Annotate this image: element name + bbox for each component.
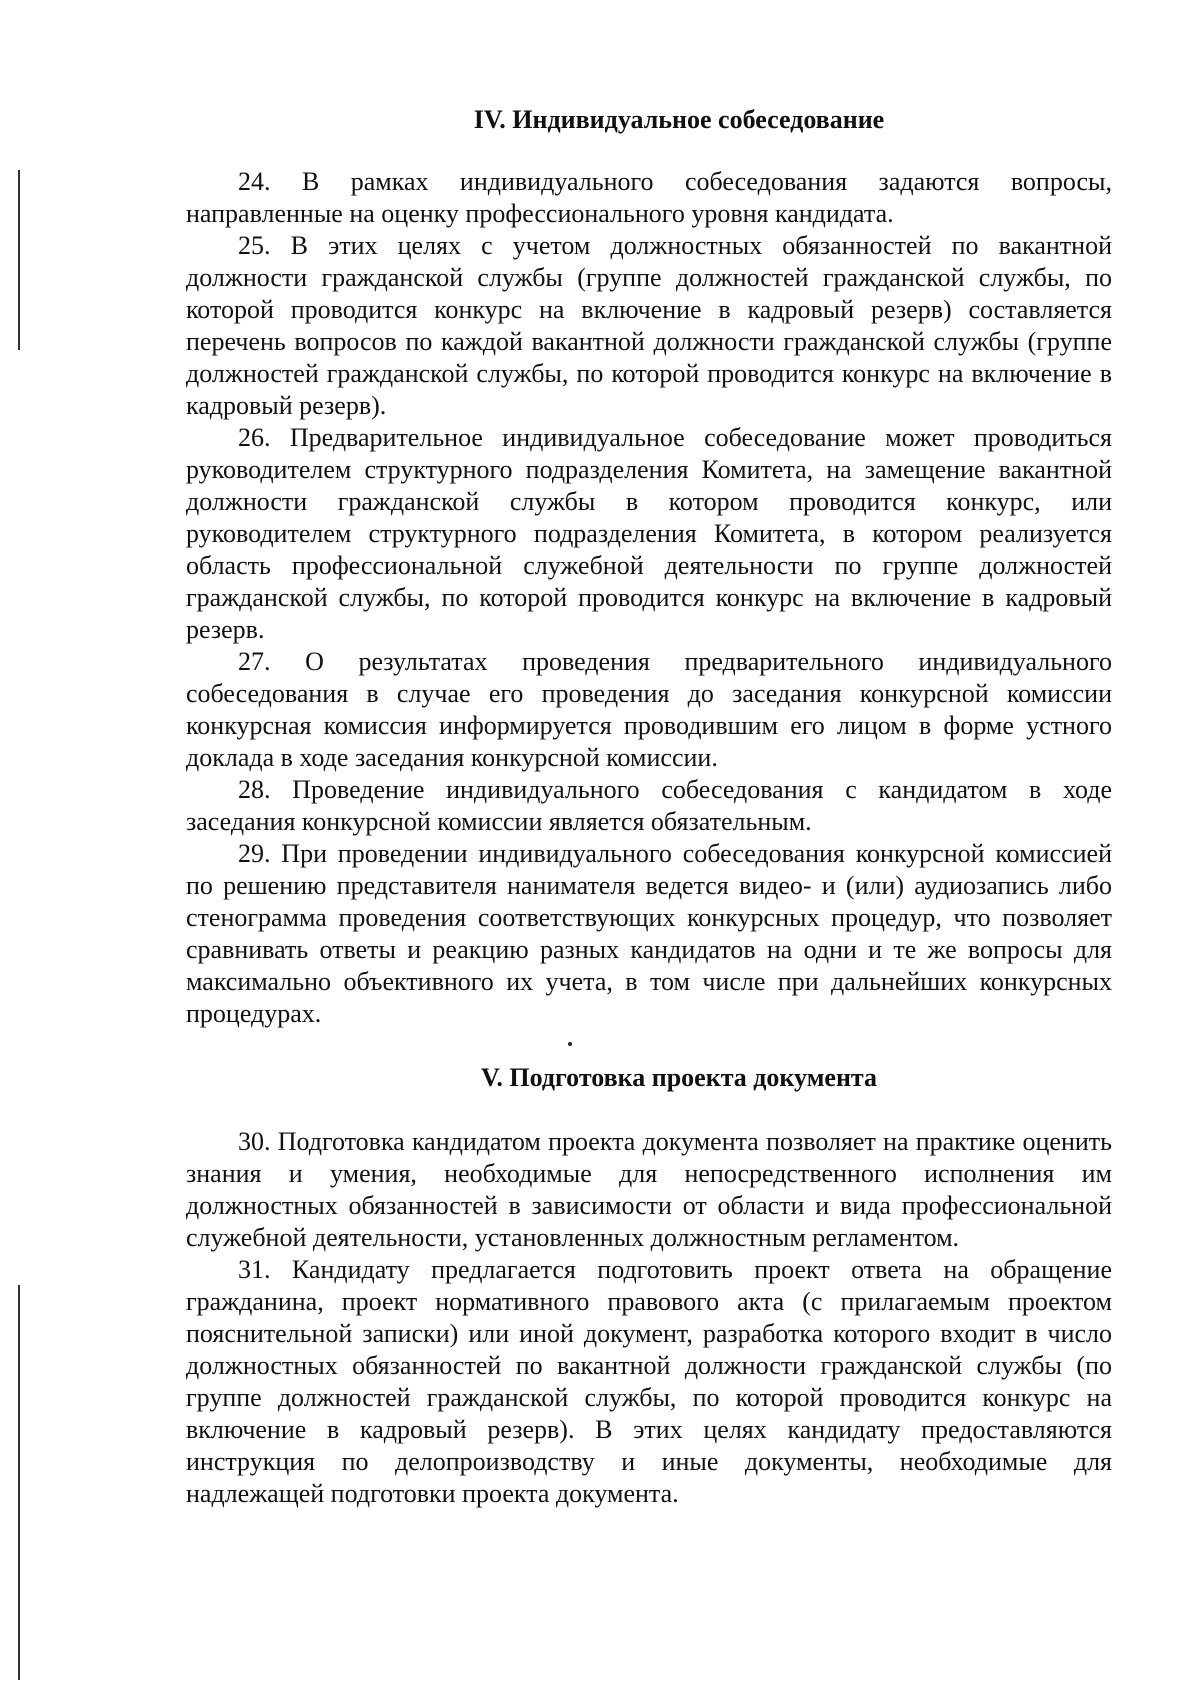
- paragraph-25: 25. В этих целях с учетом должностных обязанностей по вакантной должности гражданской службы (группе должностей гражданской службы, по которой проводится конкурс на включение в кадровый резерв) составляется перечень вопросов по каждой вакантной должности гражданской службы (группе должностей гражданской службы, по которой проводится конкурс на включение в кадровый резерв).: [186, 231, 1112, 420]
- paragraph-29: 29. При проведении индивидуального собеседования конкурсной комиссией по решению представителя нанимателя ведется видео- и (или) аудиозапись либо стенограмма проведения соответствующих конкурсных процедур, что позволяет сравнивать ответы и реакцию разных кандидатов на одни и те же вопросы для максимально объективного их учета, в том числе при дальнейших конкурсных процедурах.: [186, 839, 1112, 1028]
- paragraph-31: 31. Кандидату предлагается подготовить проект ответа на обращение гражданина, проект нормативного правового акта (с прилагаемым проектом пояснительной записки) или иной документ, разработка которого входит в число должностных обязанностей по вакантной должности гражданской службы (по группе должностей гражданской службы, по которой проводится конкурс на включение в кадровый резерв). В этих целях кандидату предоставляются инструкция по делопроизводству и иные документы, необходимые для надлежащей подготовки проекта документа.: [186, 1255, 1112, 1508]
- paragraph-28: 28. Проведение индивидуального собеседования с кандидатом в ходе заседания конкурсной комиссии является обязательным.: [186, 775, 1112, 836]
- paragraph-26: 26. Предварительное индивидуальное собеседование может проводиться руководителем структурного подразделения Комитета, на замещение вакантной должности гражданской службы в котором проводится конкурс, или руководителем структурного подразделения Комитета, в котором реализуется область профессиональной служебной деятельности по группе должностей гражданской службы, по которой проводится конкурс на включение в кадровый резерв.: [186, 423, 1112, 644]
- paragraph-30: 30. Подготовка кандидатом проекта документа позволяет на практике оценить знания и умения, необходимые для непосредственного исполнения им должностных обязанностей в зависимости от области и вида профессиональной служебной деятельности, установленных должностным регламентом.: [186, 1127, 1112, 1252]
- section-4-title: IV. Индивидуальное собеседование: [473, 105, 885, 134]
- section-5-title: V. Подготовка проекта документа: [480, 1063, 878, 1092]
- paragraph-24: 24. В рамках индивидуального собеседования задаются вопросы, направленные на оценку профессионального уровня кандидата.: [186, 167, 1112, 228]
- document-content: [186, 104, 1112, 1510]
- scan-edge-line-top: [18, 170, 20, 350]
- paragraph-27: 27. О результатах проведения предварительного индивидуального собеседования в случае его проведения до заседания конкурсной комиссии конкурсная комиссия информируется проводившим его лицом в форме устного доклада в ходе заседания конкурсной комиссии.: [186, 647, 1112, 772]
- scan-edge-line-bottom: [18, 1285, 20, 1680]
